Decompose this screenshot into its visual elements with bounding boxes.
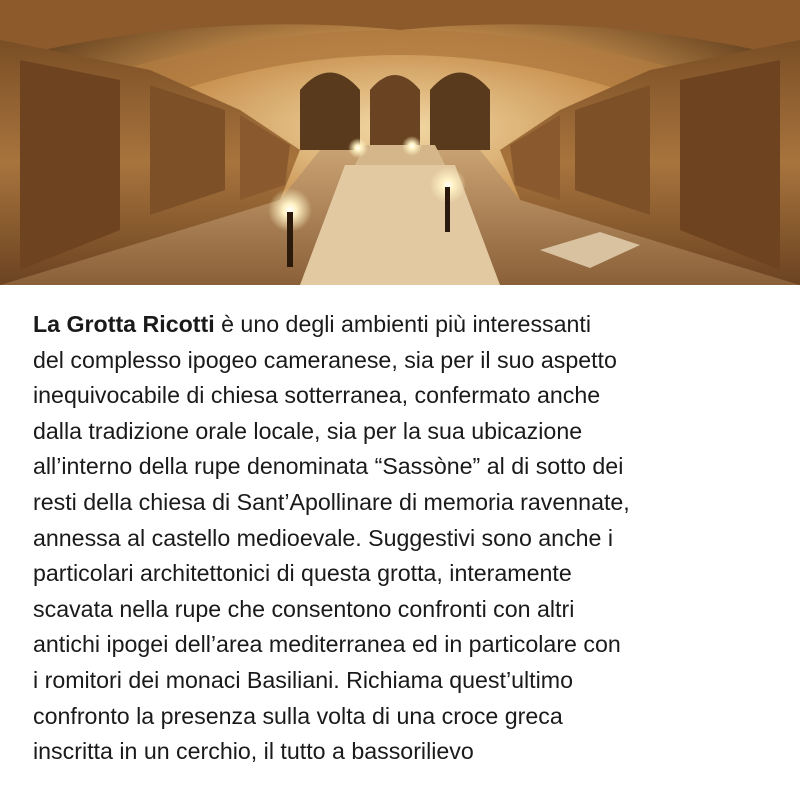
grotta-title: La Grotta Ricotti xyxy=(33,311,215,337)
text-line-7: annessa al castello medioevale. Suggestivi sono anche i xyxy=(33,524,614,551)
text-line-6: resti della chiesa di Sant’Apollinare di memoria ravennate, xyxy=(33,488,630,515)
text-line-5: all’interno della rupe denominata “Sassòne” al di sotto dei xyxy=(33,453,624,480)
text-line-11: i romitori dei monaci Basiliani. Richiama quest’ultimo xyxy=(33,666,573,693)
cave-photo xyxy=(0,0,800,285)
description-paragraph xyxy=(33,307,773,770)
text-line-13: inscritta in un cerchio, il tutto a bassorilievo xyxy=(33,738,474,765)
text-line-4: dalla tradizione orale locale, sia per la sua ubicazione xyxy=(33,417,583,444)
text-line-12: confronto la presenza sulla volta di una croce greca xyxy=(33,702,563,729)
cave-illustration xyxy=(0,0,800,285)
text-line-1 xyxy=(33,307,773,343)
text-line-1-rest: è uno degli ambienti più interessanti xyxy=(214,311,592,337)
text-line-2: del complesso ipogeo cameranese, sia per il suo aspetto xyxy=(33,346,617,373)
text-line-8: particolari architettonici di questa grotta, interamente xyxy=(33,560,572,587)
text-line-3: inequivocabile di chiesa sotterranea, confermato anche xyxy=(33,382,601,409)
text-line-10: antichi ipogei dell’area mediterranea ed in particolare con xyxy=(33,631,621,658)
text-line-9: scavata nella rupe che consentono confronti con altri xyxy=(33,595,575,622)
